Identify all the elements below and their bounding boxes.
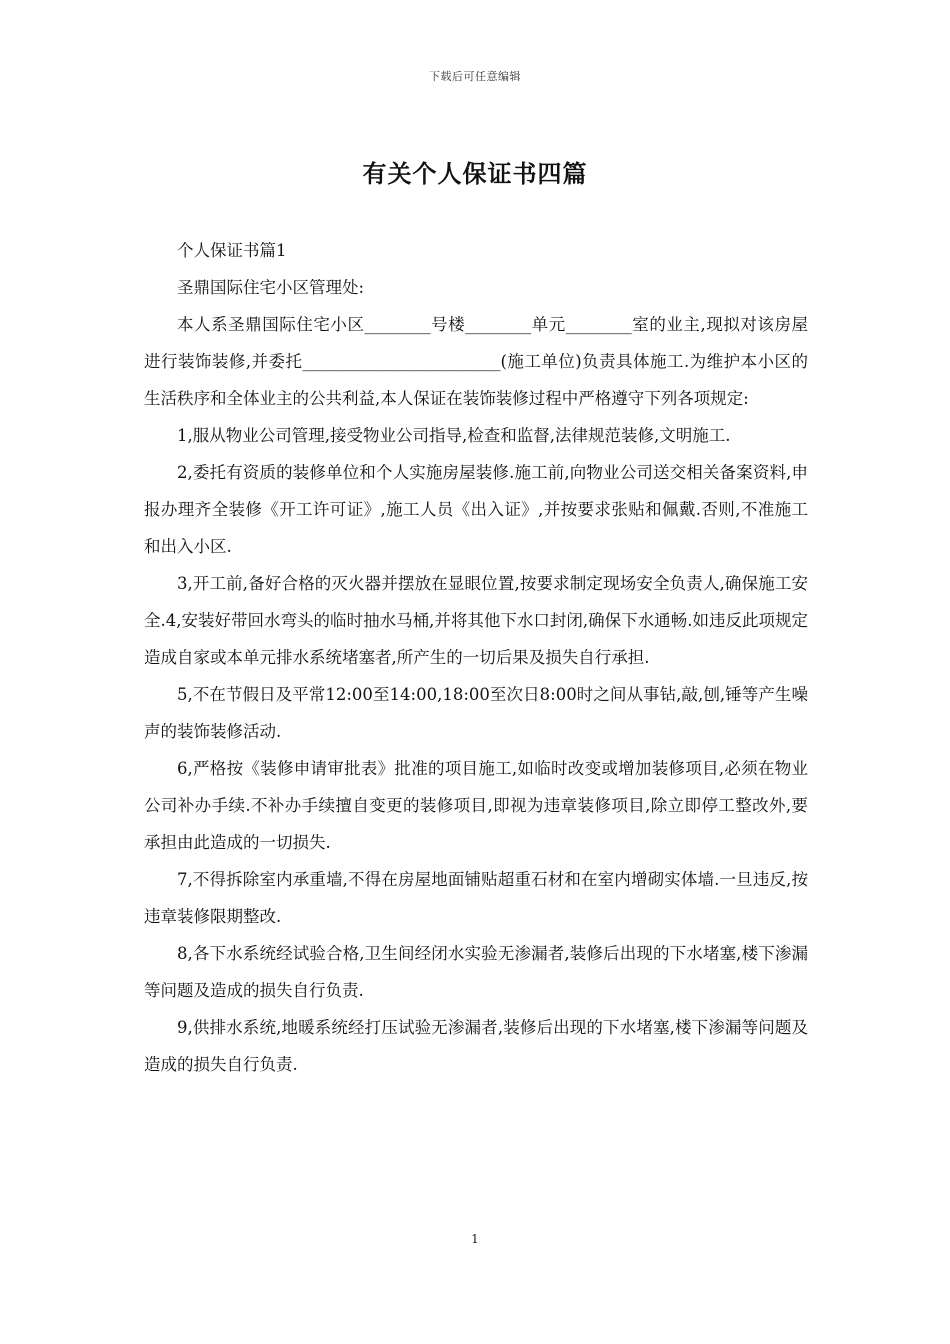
document-title: 有关个人保证书四篇	[362, 160, 588, 188]
body-paragraph: 3,开工前,备好合格的灭火器并摆放在显眼位置,按要求制定现场安全负责人,确保施工安全.4,安装好带回水弯头的临时抽水马桶,并将其他下水口封闭,确保下水通畅.如违反此项规定造成自家或本单元排水系统堵塞者,所产生的一切后果及损失自行承担.	[144, 574, 808, 667]
body-paragraph: 9,供排水系统,地暖系统经打压试验无渗漏者,装修后出现的下水堵塞,楼下渗漏等问题及造成的损失自行负责.	[144, 1018, 808, 1074]
body-paragraph: 7,不得拆除室内承重墙,不得在房屋地面铺贴超重石材和在室内增砌实体墙.一旦违反,按违章装修限期整改.	[144, 870, 808, 926]
body-paragraph: 2,委托有资质的装修单位和个人实施房屋装修.施工前,向物业公司送交相关备案资料,申报办理齐全装修《开工许可证》,施工人员《出入证》,并按要求张贴和佩戴.否则,不准施工和出入小区.	[144, 463, 808, 556]
page-number: 1	[471, 1232, 479, 1246]
body-paragraph: 本人系圣鼎国际住宅小区________号楼________单元________室的业主,现拟对该房屋进行装饰装修,并委托________________________(施工单位)负责具体施工.为维护本小区的生活秩序和全体业主的公共利益,本人保证在装饰装修过程中严格遵守下列各项规定:	[144, 315, 808, 408]
body-paragraph: 8,各下水系统经试验合格,卫生间经闭水实验无渗漏者,装修后出现的下水堵塞,楼下渗漏等问题及造成的损失自行负责.	[144, 944, 808, 1000]
addressee: 圣鼎国际住宅小区管理处:	[177, 278, 365, 297]
document-body	[144, 232, 808, 1083]
header-note: 下载后可任意编辑	[429, 70, 521, 83]
section-heading: 个人保证书篇1	[177, 241, 287, 260]
body-paragraph: 1,服从物业公司管理,接受物业公司指导,检查和监督,法律规范装修,文明施工.	[177, 426, 731, 445]
body-paragraph: 6,严格按《装修申请审批表》批准的项目施工,如临时改变或增加装修项目,必须在物业公司补办手续.不补办手续擅自变更的装修项目,即视为违章装修项目,除立即停工整改外,要承担由此造成的一切损失.	[144, 759, 808, 852]
body-paragraph: 5,不在节假日及平常12:00至14:00,18:00至次日8:00时之间从事钻,敲,刨,锤等产生噪声的装饰装修活动.	[144, 685, 808, 741]
